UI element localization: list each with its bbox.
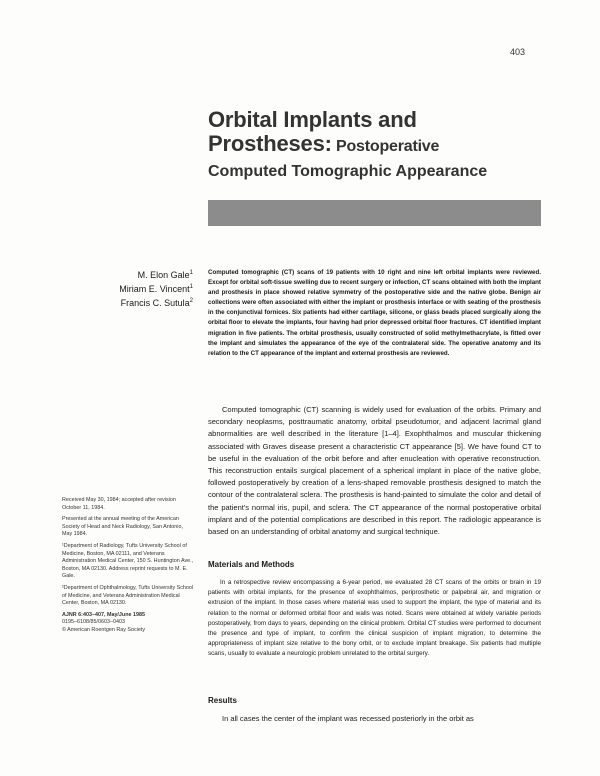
copyright: © American Roentgen Ray Society	[62, 626, 146, 633]
author: M. Elon Gale$^1$	[137, 270, 193, 280]
title-line-3: Computed Tomographic Appearance	[208, 163, 488, 180]
results-text: In all cases the center of the implant was recessed posteriorly in the orbit as	[222, 714, 474, 723]
abstract: Computed tomographic (CT) scans of 19 patients with 10 right and nine left orbital implants were reviewed. Except for orbital soft-tissue swelling due to recent surgery or infection, CT scans obtained with both the implant and prosthesis in place showed relative symmetry of the postoperative side and the native globe. Benign air collections were often associated with either the implant or prosthesis interface or with seating of the prosthesis in the conjunctival fornices. Six patients had either cartilage, silicone, or glass beads placed surgically along the orbital floor to elevate the implants, four having had prior depressed orbital floor fractures. CT identified implant migration in five patients. The orbital prosthesis, usually constructed of solid methylmethacrylate, is fitted over the implant and simulates the appearance of the eye of the contralateral side. The operative anatomy and its relation to the CT appearance of the implant and external prosthesis are reviewed.	[208, 269, 541, 357]
author: Francis C. Sutula$^2$	[120, 298, 193, 308]
author-list	[60, 267, 193, 309]
header-bar	[208, 200, 541, 226]
title-line-2	[208, 132, 568, 159]
author: Miriam E. Vincent$^1$	[119, 284, 193, 294]
issn: 0195–6108/85/0603–0403	[62, 619, 125, 626]
title-line-1: Orbital Implants and	[208, 107, 417, 132]
title-subtitle: Postoperative	[331, 138, 440, 155]
article-title	[208, 108, 568, 183]
citation	[62, 612, 194, 635]
methods-heading: Materials and Methods	[208, 560, 295, 569]
footnote-affiliation-2: ²Department of Ophthalmology, Tufts University School of Medicine, and Veterans Administration Medical Center, Boston, MA 02130.	[62, 584, 194, 607]
methods-text: In a retrospective review encompassing a 6-year period, we evaluated 28 CT scans of the orbits or brain in 19 patients with orbital implants, for the presence of exophthalmos, periprosthetic or palpebral air, and migration or extrusion of the implant. In those cases where material was used to support the implant, the type of material and its relation to the normal or deformed orbital floor and walls was noted. Scans were obtained at widely variable periods postoperatively, from days to years, depending on the clinical problem. Orbital CT studies were performed to document the presence and type of implant, to confirm the clinical suspicion of implant migration, to determine the appropriateness of implant size relative to the bony orbit, or to exclude implant breakage. Six patients had multiple scans, usually to evaluate a neurologic problem unrelated to the orbital surgery.	[208, 579, 541, 658]
title-main: Prostheses:	[208, 131, 332, 156]
journal-citation: AJNR 6:403–407, May/June 1985	[62, 611, 146, 618]
footnote-presented: Presented at the annual meeting of the American Society of Head and Neck Radiology, San Antonio, May 1984.	[62, 516, 183, 538]
page-number: 403	[510, 47, 526, 57]
footnote-affiliation-1: ¹Department of Radiology, Tufts University School of Medicine, Boston, MA 02111, and Veterans Administration Medical Center, 150 S. Huntington Ave., Boston, MA 02130. Address reprint requests to M. E. Gale.	[62, 542, 194, 580]
footnotes	[62, 497, 194, 635]
footnote-received: Received May 30, 1984; accepted after revision October 11, 1984.	[62, 497, 176, 511]
results-heading: Results	[208, 696, 237, 705]
introduction: Computed tomographic (CT) scanning is widely used for evaluation of the orbits. Primary and secondary neoplasms, posttraumatic anatomy, orbital pseudotumor, and adjacent lacrimal gland abnormalities are well described in the literature [1–4]. Exophthalmos and muscular thickening associated with Graves disease present a characteristic CT appearance [5]. We have found CT to be useful in the evaluation of the orbit before and after enucleation with operative reconstruction. This reconstruction entails surgical placement of a spherical implant in place of the native globe, followed postoperatively by creation of a lens-shaped removable prosthesis designed to match the contour of the contralateral sclera. The prosthesis is hand-painted to simulate the color and detail of the patient's normal iris, pupil, and sclera. The CT appearance of the normal postoperative orbital implant and of the potential complications are described in this report. The radiologic appearance is based on an understanding of orbital anatomy and surgical technique.	[208, 405, 541, 537]
